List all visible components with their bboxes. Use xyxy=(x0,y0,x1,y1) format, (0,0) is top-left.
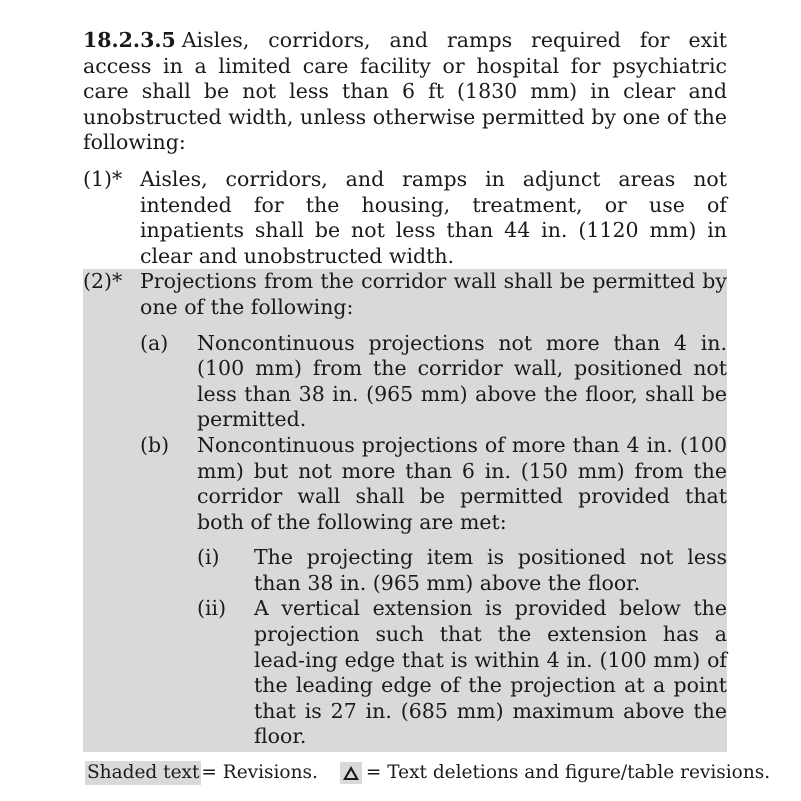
shaded-text-meaning: = Revisions. xyxy=(201,762,318,783)
section-number: 18.2.3.5 xyxy=(83,28,176,52)
list-marker: (ii) xyxy=(197,596,227,621)
list-marker: (1)* xyxy=(83,166,123,191)
sub-item-a xyxy=(140,331,727,433)
list-item-text: Projections from the corridor wall shall be permitted by one of the following: xyxy=(140,269,727,319)
shaded-text-sample: Shaded text xyxy=(87,762,200,783)
list-marker: (b) xyxy=(140,432,170,457)
list-item-text: A vertical extension is provided below the projection such that the extension has a lead-ing edge that is within 4 in. (100 mm) of the leading edge of the projection at a point that is 27 in. (685 mm) maximum above the floor. xyxy=(254,596,727,749)
list-marker: (a) xyxy=(140,330,169,355)
list-marker: (2)* xyxy=(83,269,123,294)
section-paragraph xyxy=(83,28,727,156)
delta-meaning: = Text deletions and figure/table revisions. xyxy=(365,762,771,783)
code-page xyxy=(83,28,727,752)
revision-shaded-block xyxy=(83,269,727,752)
legend-footer xyxy=(85,761,770,785)
sub-item-ii xyxy=(197,596,727,750)
list-item-text: Noncontinuous projections of more than 4 in. (100 mm) but not more than 6 in. (150 mm) from the corridor wall shall be permitted provided that both of the following are met: xyxy=(197,432,727,534)
list-item-text: The projecting item is positioned not less than 38 in. (965 mm) above the floor. xyxy=(254,545,727,595)
sub-item-b xyxy=(140,433,727,535)
sub-list xyxy=(140,331,727,751)
list-item-1 xyxy=(83,167,727,269)
list-item-text: Aisles, corridors, and ramps in adjunct areas not intended for the housing, treatment, or use of inpatients shall be not less than 44 in. (1120 mm) in clear and unobstructed width. xyxy=(140,166,727,268)
sub-sub-list xyxy=(197,545,727,750)
list-item-text: Noncontinuous projections not more than 4 in. (100 mm) from the corridor wall, positioned not less than 38 in. (965 mm) above the floor, shall be permitted. xyxy=(197,330,727,432)
delta-triangle-icon xyxy=(340,762,362,784)
section-text: Aisles, corridors, and ramps required for exit access in a limited care facility or hospital for psychiatric care shall be not less than 6 ft (1830 mm) in clear and unobstructed width, unless otherwise permitted by one of the following: xyxy=(83,28,727,155)
list-item-2 xyxy=(83,269,727,320)
list-marker: (i) xyxy=(197,545,220,570)
sub-item-i xyxy=(197,545,727,596)
